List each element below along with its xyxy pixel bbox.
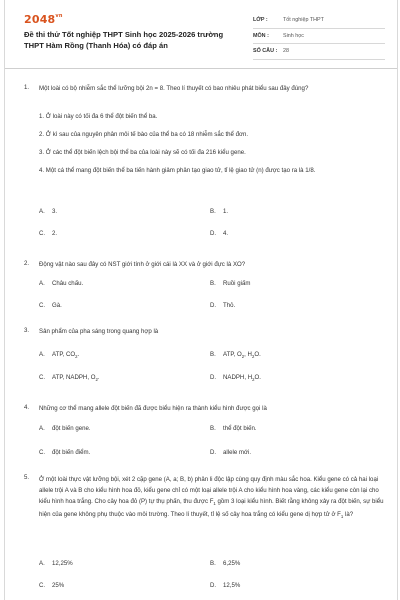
option-letter: C. xyxy=(39,449,46,456)
option-d[interactable] xyxy=(210,373,261,385)
meta-row-subject xyxy=(253,29,385,45)
page-header xyxy=(5,0,397,68)
question-number: 3. xyxy=(24,327,30,334)
question-number: 5. xyxy=(24,474,30,481)
option-text: NADPH, $H_2O$. xyxy=(223,374,261,383)
meta-row-class xyxy=(253,13,385,29)
option-letter: D. xyxy=(210,449,217,456)
question-stem: Động vật nào sau đây có NST giới tính ở giới cái là XX và ở giới đực là XO? xyxy=(39,261,246,268)
option-letter: C. xyxy=(39,582,46,589)
option-letter: B. xyxy=(210,560,216,567)
meta-key: MÔN : xyxy=(253,32,269,39)
meta-row-count xyxy=(253,44,385,60)
option-letter: A. xyxy=(39,425,45,432)
option-letter: A. xyxy=(39,351,45,358)
option-a[interactable] xyxy=(39,350,79,362)
question-1 xyxy=(24,84,386,254)
option-text: ATP, $O_2$, $H_2O$. xyxy=(223,351,261,360)
option-b[interactable] xyxy=(210,279,250,289)
option-letter: D. xyxy=(210,230,217,237)
meta-key: LỚP : xyxy=(253,17,268,24)
option-b[interactable] xyxy=(210,424,257,434)
option-letter: A. xyxy=(39,560,45,567)
option-c[interactable] xyxy=(39,448,90,458)
option-text: Châu chấu. xyxy=(52,280,84,287)
option-letter: C. xyxy=(39,302,46,309)
option-b[interactable] xyxy=(210,350,261,362)
exam-title: Đề thi thử Tốt nghiệp THPT Sinh học 2025-2026 trường THPT Hàm Rồng (Thanh Hóa) có đáp án xyxy=(24,30,224,50)
question-stem: Một loài có bộ nhiễm sắc thể lưỡng bội 2n = 8. Theo lí thuyết có bao nhiêu phát biểu sau đây đúng? xyxy=(39,85,309,92)
option-d[interactable] xyxy=(210,581,240,591)
option-c[interactable] xyxy=(39,301,62,311)
option-text: 12,25% xyxy=(52,560,73,567)
option-a[interactable] xyxy=(39,559,73,569)
statement-2: 2. Ở kì sau của nguyên phân môi tế bào của thể ba có 18 nhiễm sắc thể đơn. xyxy=(39,131,249,138)
question-number: 2. xyxy=(24,260,30,267)
option-letter: A. xyxy=(39,208,45,215)
option-letter: B. xyxy=(210,425,216,432)
option-d[interactable] xyxy=(210,301,235,311)
option-letter: D. xyxy=(210,582,217,589)
question-number: 1. xyxy=(24,84,30,91)
option-d[interactable] xyxy=(210,229,228,239)
question-2 xyxy=(24,260,386,316)
option-text: 12,5% xyxy=(223,582,241,589)
option-b[interactable] xyxy=(210,207,228,217)
question-stem: Những cơ thể mang allele đột biến đã được biểu hiện ra thành kiểu hình được gọi là xyxy=(39,405,267,412)
statement-1: 1. Ở loài này có tối đa 6 thể đột biến thể ba. xyxy=(39,113,158,120)
option-c[interactable] xyxy=(39,229,57,239)
option-letter: D. xyxy=(210,302,217,309)
option-text: Gà. xyxy=(52,302,62,309)
option-b[interactable] xyxy=(210,559,240,569)
meta-value: Tốt nghiệp THPT xyxy=(283,17,324,24)
option-c[interactable] xyxy=(39,373,100,385)
question-3 xyxy=(24,327,386,387)
option-text: ATP, NADPH, $O_2$. xyxy=(52,374,100,383)
meta-key: SỐ CÂU : xyxy=(253,48,278,55)
question-4 xyxy=(24,404,386,464)
option-text: 6,25% xyxy=(223,560,241,567)
exam-meta-table xyxy=(253,13,385,60)
option-text: 1. xyxy=(223,208,229,215)
logo-text: 2048 xyxy=(24,13,56,26)
option-text: 3. xyxy=(52,208,58,215)
option-a[interactable] xyxy=(39,424,91,434)
statement-3: 3. Ở các thể đột biến lệch bội thể ba của loài này sẽ có tối đa 216 kiểu gene. xyxy=(39,149,246,156)
option-a[interactable] xyxy=(39,207,57,217)
option-c[interactable] xyxy=(39,581,64,591)
statement-4: 4. Một cá thể mang đột biến thể ba tiến hành giảm phân tạo giao tử, tỉ lệ giao tử (n) được tạo ra là 1/8. xyxy=(39,167,316,174)
option-text: Ruồi giấm xyxy=(223,280,251,287)
logo-suffix: vn xyxy=(55,13,63,19)
option-text: Thỏ. xyxy=(223,302,236,309)
site-logo[interactable] xyxy=(24,13,63,26)
exam-page xyxy=(4,0,398,600)
option-a[interactable] xyxy=(39,279,83,289)
question-number: 4. xyxy=(24,404,30,411)
option-text: 2. xyxy=(52,230,58,237)
question-stem: Ở một loài thực vật lưỡng bội, xét 2 cặp gene (A, a; B, b) phân li độc lập cùng quy định màu sắc hoa. Kiểu gene có cả hai loại allele trội A và B cho kiểu hình hoa đỏ, kiểu gene chỉ có một loại allele trội A cho kiểu hình hoa vàng, các kiểu gene còn lại cho kiểu hình hoa trắng. Cho cây hoa đỏ (P) tự thụ phấn, thu được $F_1$ gồm 3 loại kiểu hình. Biết rằng không xảy ra đột biến, sự biểu hiện của gene không phụ thuộc vào môi trường. Theo lí thuyết, tỉ lệ số cây hoa trắng có kiểu gene dị hợp tử ở $F_1$ là? xyxy=(39,476,384,520)
option-letter: A. xyxy=(39,280,45,287)
option-text: 4. xyxy=(223,230,229,237)
option-text: allele mới. xyxy=(223,449,252,456)
option-letter: B. xyxy=(210,280,216,287)
option-text: thể đột biến. xyxy=(223,425,257,432)
option-letter: C. xyxy=(39,230,46,237)
header-divider xyxy=(5,68,397,69)
question-stem: Sản phẩm của pha sáng trong quang hợp là xyxy=(39,328,159,335)
meta-value: 28 xyxy=(283,48,289,55)
option-letter: C. xyxy=(39,374,46,381)
meta-value: Sinh học xyxy=(283,32,304,39)
option-d[interactable] xyxy=(210,448,251,458)
option-letter: D. xyxy=(210,374,217,381)
option-letter: B. xyxy=(210,351,216,358)
option-text: 25% xyxy=(52,582,65,589)
option-text: đột biến gene. xyxy=(52,425,91,432)
option-text: đột biến điểm. xyxy=(52,449,91,456)
option-text: ATP, $CO_2$. xyxy=(52,351,80,360)
option-letter: B. xyxy=(210,208,216,215)
question-5 xyxy=(24,474,386,598)
